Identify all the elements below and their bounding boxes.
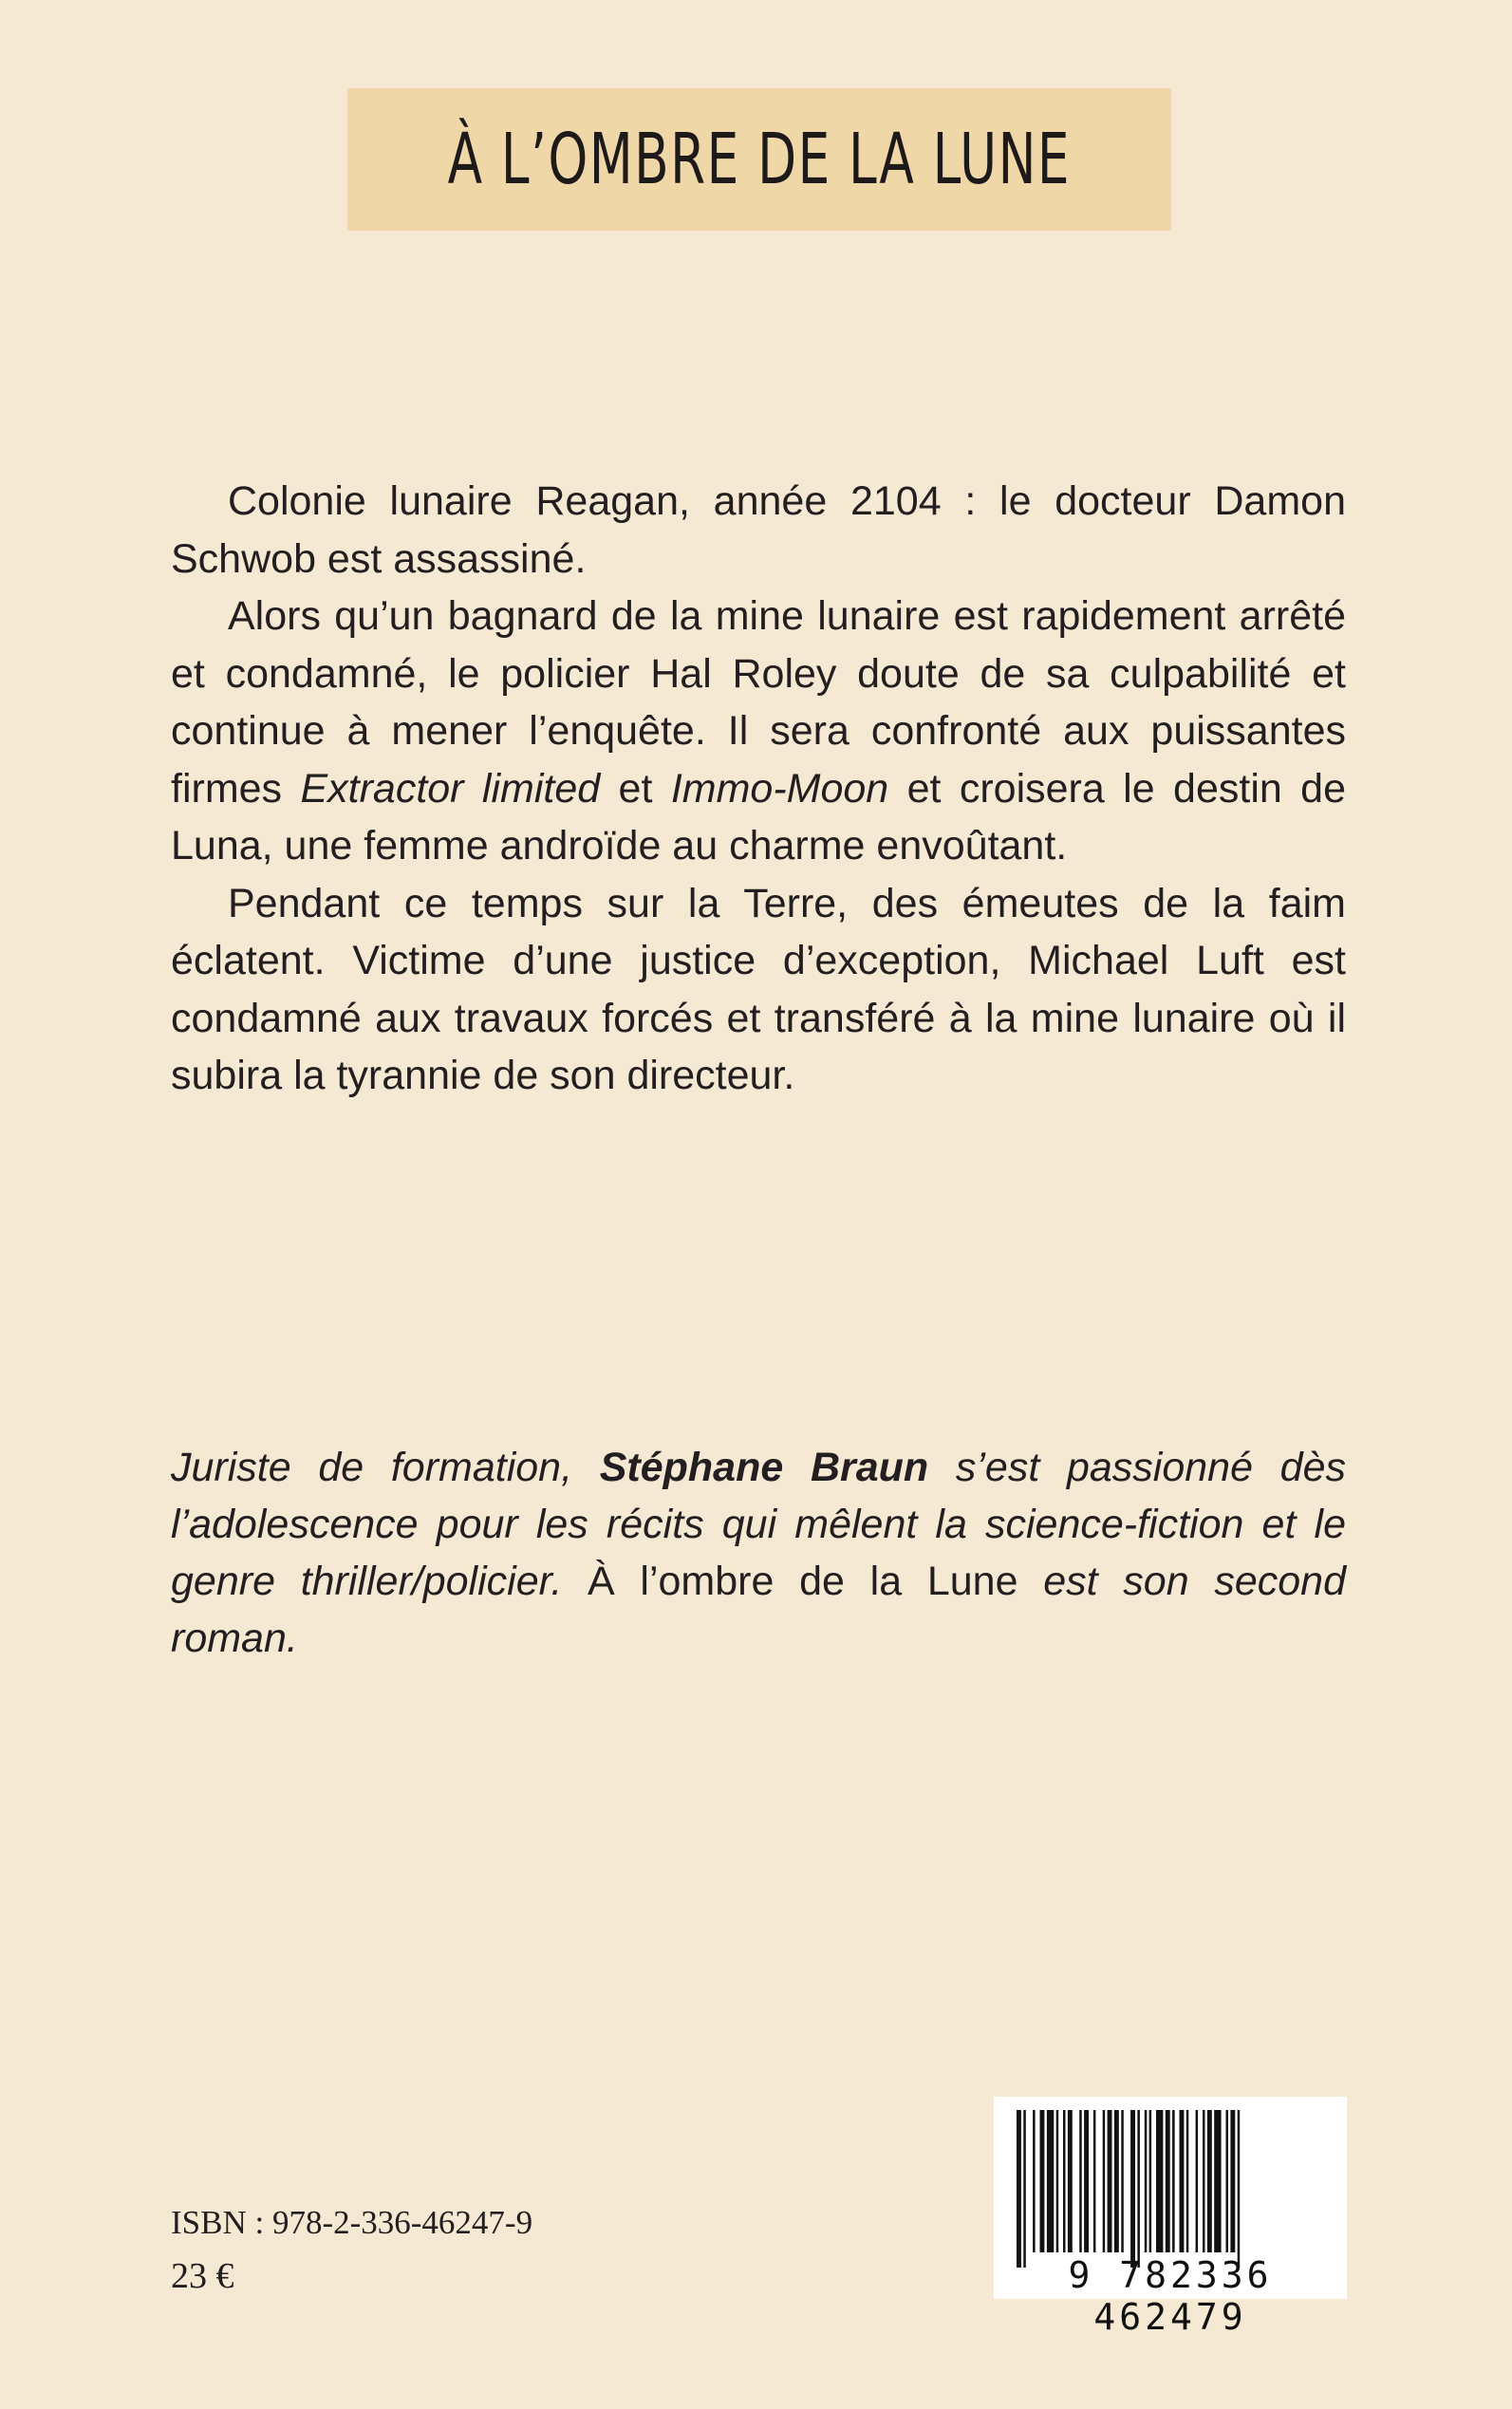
- synopsis-paragraph-3: Pendant ce temps sur la Terre, des émeutes de la faim éclatent. Victime d’une justice d’exception, Michael Luft est condamné aux travaux forcés et transféré à la mine lunaire où il subira la tyrannie de son directeur.: [171, 880, 1346, 1098]
- barcode-bar: [1114, 2110, 1119, 2252]
- bio-middle: s’est passionné dès l’adolescence pour les récits qui mêlent la science-fiction et le genre thriller/policier.: [171, 1445, 1347, 1604]
- barcode-bar: [1017, 2110, 1021, 2268]
- barcode-bar: [1207, 2110, 1212, 2252]
- synopsis-p2-before: Alors qu’un bagnard de la mine lunaire est rapidement arrêté et condamné, le policier Hal Roley doute de sa culpabilité et continue à mener l’enquête. Il sera confronté aux puissantes firmes: [171, 593, 1346, 812]
- barcode-bar: [1203, 2110, 1205, 2252]
- firm-immo-moon: Immo-Moon: [670, 765, 889, 812]
- barcode-bar: [1084, 2110, 1089, 2252]
- barcode-bar: [1145, 2110, 1148, 2252]
- barcode-bar: [1121, 2110, 1124, 2252]
- barcode-bar: [1238, 2110, 1241, 2268]
- barcode-bar: [1166, 2110, 1170, 2252]
- title-banner: [347, 88, 1171, 231]
- synopsis-p2-and: et: [600, 765, 671, 812]
- barcode-digits: 9 782336 462479: [1068, 2254, 1273, 2338]
- barcode-bar: [1033, 2110, 1036, 2252]
- synopsis-paragraph-1: Colonie lunaire Reagan, année 2104 : le docteur Damon Schwob est assassiné.: [171, 478, 1346, 582]
- bio-book-title: À l’ombre de la Lune: [588, 1559, 1018, 1604]
- barcode-bar: [1172, 2110, 1175, 2252]
- author-bio: [171, 1439, 1346, 1667]
- barcode-bar: [1226, 2110, 1229, 2252]
- barcode-bar: [1108, 2110, 1112, 2252]
- barcode-bar: [1047, 2110, 1054, 2252]
- barcode-bar: [1180, 2110, 1185, 2252]
- isbn: ISBN : 978-2-336-46247-9: [171, 2204, 533, 2241]
- barcode: [994, 2097, 1347, 2338]
- barcode-bar: [1068, 2110, 1073, 2252]
- barcode-bar: [1214, 2110, 1221, 2252]
- price: 23 €: [171, 2256, 234, 2296]
- author-name: Stéphane Braun: [599, 1445, 929, 1490]
- barcode-bar: [1137, 2110, 1140, 2268]
- bio-intro: Juriste de formation,: [171, 1445, 600, 1490]
- synopsis-paragraph-2: [171, 588, 1346, 875]
- barcode-bar: [1040, 2110, 1045, 2252]
- barcode-bar: [1156, 2110, 1163, 2252]
- barcode-bar: [1149, 2110, 1152, 2252]
- barcode-bar: [1186, 2110, 1189, 2252]
- book-title: À L’OMBRE DE LA LUNE: [447, 119, 1072, 200]
- barcode-bar: [1093, 2110, 1096, 2252]
- barcode-bar: [1230, 2110, 1235, 2252]
- barcode-bar: [1079, 2110, 1082, 2252]
- barcode-bar: [1103, 2110, 1106, 2252]
- bio-end: est son second roman.: [171, 1559, 1346, 1661]
- barcode-bar: [1023, 2110, 1026, 2268]
- synopsis-p2-after: et croisera le destin de Luna, une femme androïde au charme envoûtant.: [171, 765, 1347, 868]
- barcode-bar: [1063, 2110, 1066, 2252]
- firm-extractor: Extractor limited: [300, 765, 601, 812]
- barcode-bar: [1130, 2110, 1135, 2268]
- barcode-bar: [1056, 2110, 1059, 2252]
- barcode-bar: [1196, 2110, 1199, 2252]
- synopsis: [171, 473, 1346, 1105]
